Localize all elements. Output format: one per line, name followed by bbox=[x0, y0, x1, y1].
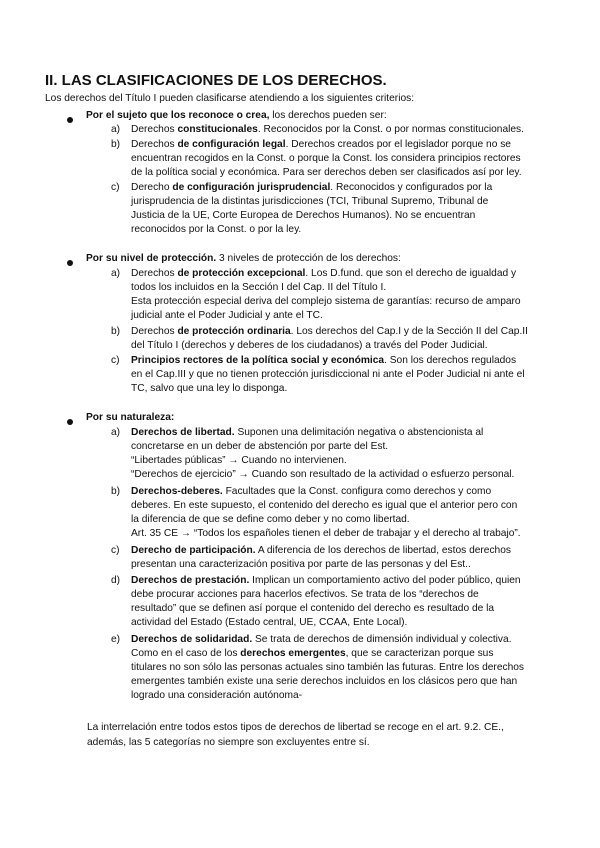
section-1-item-b-line: encuentran recogidos en la Const. o porque la Const. los considera principios rectores bbox=[131, 153, 521, 164]
section-1-item-c-line: reconocidos por la Const. o por la ley. bbox=[131, 224, 302, 235]
section-3-item-e-line: Como en el caso de los derechos emergentes, que se caracterizan porque sus bbox=[131, 648, 494, 659]
section-3-item-b: Derechos-deberes. Facultades que la Const. configura como derechos y como bbox=[131, 486, 492, 497]
item-marker: c) bbox=[111, 545, 120, 556]
section-3-heading: Por su naturaleza: bbox=[86, 412, 175, 423]
section-3-item-e-line: titulares no son sólo las personas actuales sino también las futuras. Entre los derechos bbox=[131, 662, 524, 673]
item-marker: b) bbox=[111, 326, 121, 337]
item-marker: e) bbox=[111, 634, 121, 645]
section-3-item-e-line: emergentes también existe una serie derechos incluidos en los clásicos pero que han bbox=[131, 676, 518, 687]
section-1-item-c-line: Justicia de la UE, Corte Europea de Derechos Humanos). No se encuentran bbox=[131, 210, 476, 221]
section-3-item-b-line: deberes. En este supuesto, el contenido del derecho es igual que el anterior pero con bbox=[131, 500, 518, 511]
bullet-icon bbox=[67, 117, 73, 123]
item-marker: c) bbox=[111, 182, 120, 193]
section-3-item-c: Derecho de participación. A diferencia de los derechos de libertad, estos derechos bbox=[131, 545, 511, 556]
closing-paragraph-line: además, las 5 categorías no siempre son excluyentes entre sí. bbox=[87, 737, 370, 748]
section-1-item-a: Derechos constitucionales. Reconocidos por la Const. o por normas constitucionales. bbox=[131, 124, 524, 135]
section-3-item-e: Derechos de solidaridad. Se trata de derechos de dimensión individual y colectiva. bbox=[131, 634, 512, 645]
item-marker: b) bbox=[111, 139, 121, 150]
section-3-item-d: Derechos de prestación. Implican un comportamiento activo del poder público, quien bbox=[131, 575, 521, 586]
section-2-heading: Por su nivel de protección. 3 niveles de protección de los derechos: bbox=[86, 253, 401, 264]
bullet-icon bbox=[67, 419, 73, 425]
section-3-item-c-line: presentan una caracterización positiva por parte de las personas y del Est.. bbox=[131, 559, 471, 570]
section-2-item-a: Derechos de protección excepcional. Los D.fund. que son el derecho de igualdad y bbox=[131, 268, 517, 279]
item-marker: a) bbox=[111, 124, 121, 135]
section-3-item-a-line: concretarse en un deber de abstención por parte del Est. bbox=[131, 441, 389, 452]
section-2-item-a-line: todos los incluidos en la Sección I del Cap. II del Título I. bbox=[131, 282, 387, 293]
closing-paragraph-line: La interrelación entre todos estos tipos de derechos de libertad se recoge en el art. 9.2. CE., bbox=[87, 722, 504, 733]
section-3-item-d-line: actividad del Estado (Estado central, UE, CCAA, Ente Local). bbox=[131, 617, 408, 628]
item-marker: a) bbox=[111, 427, 121, 438]
section-3-item-a: Derechos de libertad. Suponen una delimitación negativa o abstencionista al bbox=[131, 427, 484, 438]
section-3-item-b-line: Art. 35 CE → “Todos los españoles tienen el deber de trabajar y el derecho al trabajo”. bbox=[131, 528, 521, 539]
item-marker: b) bbox=[111, 486, 121, 497]
section-1-heading: Por el sujeto que los reconoce o crea, los derechos pueden ser: bbox=[86, 110, 387, 121]
section-2-item-c: Principios rectores de la política social y económica. Son los derechos regulados bbox=[131, 355, 517, 366]
item-marker: a) bbox=[111, 268, 121, 279]
section-1-item-b-line: de la política social y económica. Para ser derechos deben ser clasificados así por ley. bbox=[131, 167, 522, 178]
section-2-item-b-line: del Título I (derechos y deberes de los ciudadanos) a través del Poder Judicial. bbox=[131, 340, 488, 351]
section-1-item-b: Derechos de configuración legal. Derechos creados por el legislador porque no se bbox=[131, 139, 511, 150]
section-2-item-c-line: en el Cap.III y que no tienen protección jurisdiccional ni ante el Poder Judicial ni ante el bbox=[131, 369, 525, 380]
intro-paragraph: Los derechos del Título I pueden clasificarse atendiendo a los siguientes criterios: bbox=[45, 93, 415, 104]
section-2-item-a-line: judicial ante el Poder Judicial y ante el TC. bbox=[131, 310, 323, 321]
section-1-item-c: Derecho de configuración jurisprudencial. Reconocidos y configurados por la bbox=[131, 182, 493, 193]
section-3-item-e-line: logrado una consideración autónoma- bbox=[131, 690, 303, 701]
section-3-item-b-line: la diferencia de que se define como deber y no como libertad. bbox=[131, 514, 410, 525]
section-2-item-b: Derechos de protección ordinaria. Los derechos del Cap.I y de la Sección II del Cap.II bbox=[131, 326, 528, 337]
item-marker: d) bbox=[111, 575, 121, 586]
section-2-item-c-line: TC, salvo que una ley lo disponga. bbox=[131, 383, 288, 394]
section-1-item-c-line: jurisprudencia de la distintas jurisdicciones (TCI, Tribunal Supremo, Tribunal de bbox=[131, 196, 489, 207]
section-3-item-d-line: debe procurar acciones para hacerlos efectivos. Se trata de los “derechos de bbox=[131, 589, 479, 600]
item-marker: c) bbox=[111, 355, 120, 366]
page-title: II. LAS CLASIFICACIONES DE LOS DERECHOS. bbox=[45, 72, 387, 89]
section-2-item-a-line: Esta protección especial deriva del complejo sistema de garantías: recurso de amparo bbox=[131, 296, 521, 307]
section-3-item-d-line: resultado” que se definen así porque el contenido del derecho es resultado de la bbox=[131, 603, 495, 614]
bullet-icon bbox=[67, 260, 73, 266]
section-3-item-a-line: “Derechos de ejercicio” → Cuando son resultado de la actividad o esfuerzo personal. bbox=[131, 469, 515, 480]
section-3-item-a-line: “Libertades públicas” → Cuando no intervienen. bbox=[131, 455, 347, 466]
